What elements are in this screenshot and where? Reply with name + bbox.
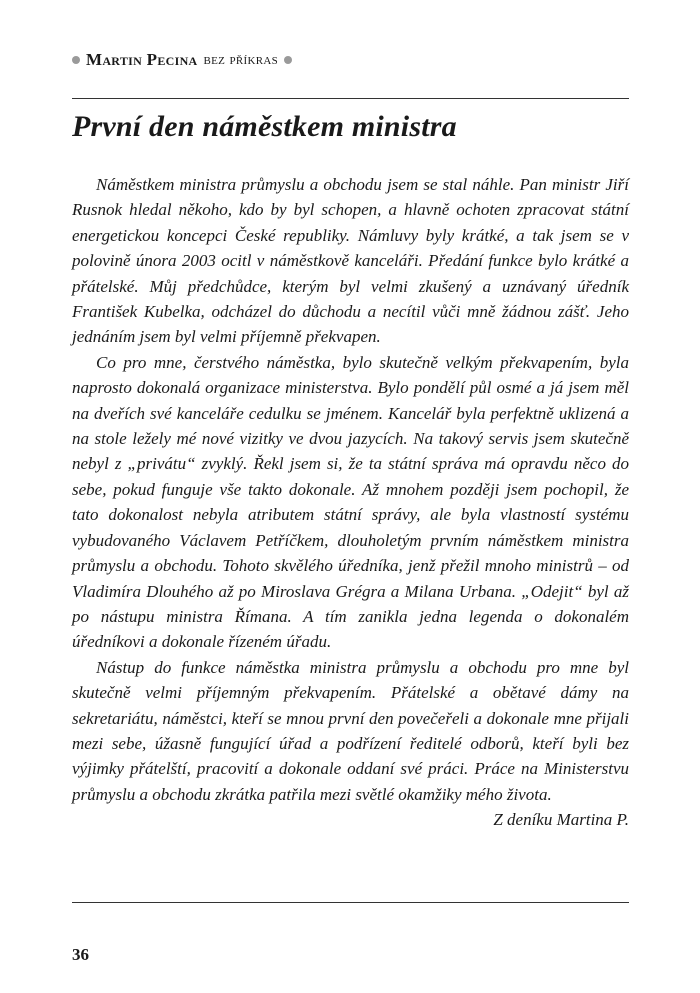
bottom-rule [72, 902, 629, 903]
top-rule [72, 98, 629, 99]
paragraph-2: Co pro mne, čerstvého náměstka, bylo skutečně velkým překvapením, byla naprosto dokonalá organizace ministerstva. Bylo pondělí půl osmé a já jsem měl na dveřích své kanceláře cedulku se jménem. Kancelář byla perfektně uklizená a na stole ležely mé nové vizitky ve dvou jazycích. Na takový servis jsem skutečně nebyl z „privátu“ zvyklý. Řekl jsem si, že ta státní správa má opravdu něco do sebe, pokud funguje vše takto dokonale. Až mnohem později jsem pochopil, že tato dokonalost nebyla atributem státní správy, ale byla vlastností systému vybudovaného Václavem Petříčkem, dlouholetým prvním náměstkem ministra průmyslu a obchodu. Tohoto skvělého úředníka, jenž přežil mnoho ministrů – od Vladimíra Dlouhého až po Miroslava Grégra a Milana Urbana. „Odejit“ byl až po nástupu ministra Římana. A tím zanikla jedna legenda o dokonalém úředníkovi a dokonale řízeném úřadu. [72, 352, 629, 652]
bullet-left [72, 56, 80, 64]
signature: Z deníku Martina P. [493, 810, 629, 830]
paragraph-3: Nástup do funkce náměstka ministra průmyslu a obchodu pro mne byl skutečně velmi příjemným překvapením. Přátelské a obětavé dámy na sekretariátu, náměstci, kteří se mnou první den povečeřeli a dokonale mne přijali mezi sebe, úžasně fungující úřad a podřízení ředitelé odborů, kteří byli bez výjimky přátelští, pracovití a dokonale oddaní své práci. Práce na Ministerstvu průmyslu a obchodu zkrátka patřila mezi světlé okamžiky mého života. [72, 657, 629, 804]
bullet-right [284, 56, 292, 64]
header-subtitle: bez příkras [203, 51, 279, 68]
body-text [72, 172, 629, 833]
page-number: 36 [72, 945, 89, 964]
running-head [72, 50, 292, 70]
paragraph-1: Náměstkem ministra průmyslu a obchodu jsem se stal náhle. Pan ministr Jiří Rusnok hledal někoho, kdo by byl schopen, a hlavně ochoten zpracovat státní energetickou koncepci České republiky. Námluvy byly krátké, a tak jsem se v polovině února 2003 ocitl v náměstkově kanceláři. Předání funkce bylo krátké a přátelské. Můj předchůdce, kterým byl velmi zkušený a uznávaný úředník František Kubelka, odcházel do důchodu a necítil vůči mně žádnou zášť. Jeho jednáním jsem byl velmi příjemně překvapen. [72, 175, 629, 347]
chapter-title: První den náměstkem ministra [72, 110, 457, 143]
header-author: Martin Pecina [86, 50, 198, 69]
